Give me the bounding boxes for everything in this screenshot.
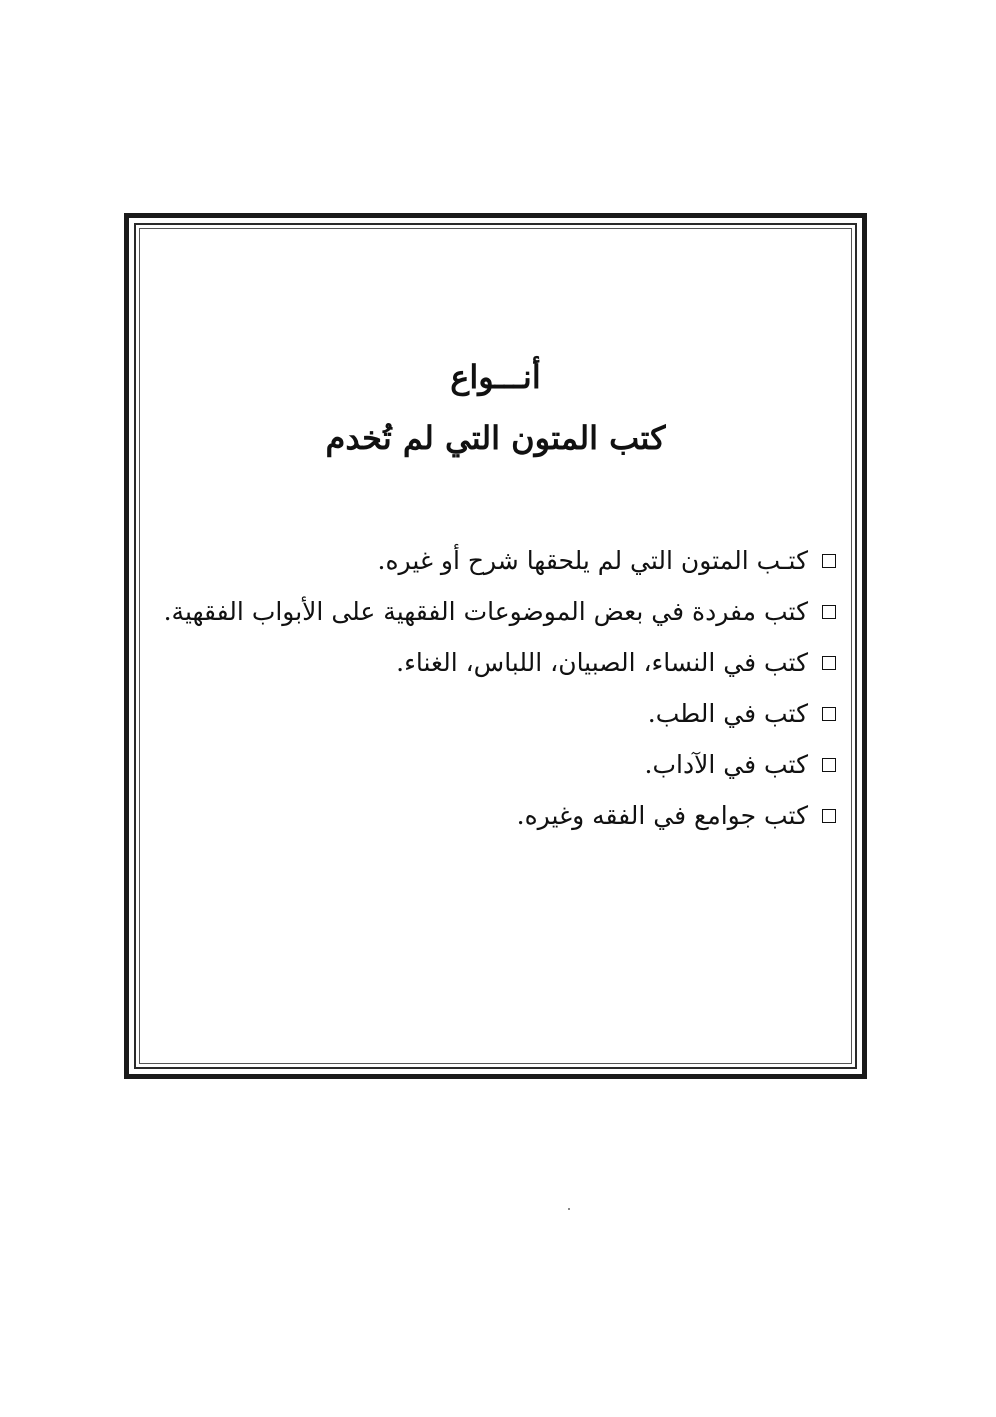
list-item-text: كتب في الآداب. bbox=[644, 749, 808, 779]
heading-line-2: كتب المتون التي لم تُخدم bbox=[325, 419, 666, 457]
list-item-text: كتب مفردة في بعض الموضوعات الفقهية على الأبواب الفقهية. bbox=[163, 596, 808, 626]
list-item-text: كتب في النساء، الصبيان، اللباس، الغناء. bbox=[396, 647, 808, 677]
list-item bbox=[136, 688, 836, 739]
checkbox-icon bbox=[822, 656, 836, 670]
list-item bbox=[136, 790, 836, 841]
list-item-text: كتب جوامع في الفقه وغيره. bbox=[516, 800, 808, 830]
checkbox-icon bbox=[822, 758, 836, 772]
scan-speck bbox=[568, 1208, 570, 1210]
checkbox-icon bbox=[822, 809, 836, 823]
list-item bbox=[136, 586, 836, 637]
list-item-text: كتـب المتون التي لم يلحقها شرح أو غيره. bbox=[377, 545, 808, 575]
checkbox-icon bbox=[822, 554, 836, 568]
list-item bbox=[136, 637, 836, 688]
list-item bbox=[136, 535, 836, 586]
list-item-text: كتب في الطب. bbox=[647, 698, 808, 728]
list-item bbox=[136, 739, 836, 790]
category-list bbox=[136, 535, 836, 841]
heading-line-1: أنـــواع bbox=[450, 358, 541, 396]
checkbox-icon bbox=[822, 605, 836, 619]
checkbox-icon bbox=[822, 707, 836, 721]
